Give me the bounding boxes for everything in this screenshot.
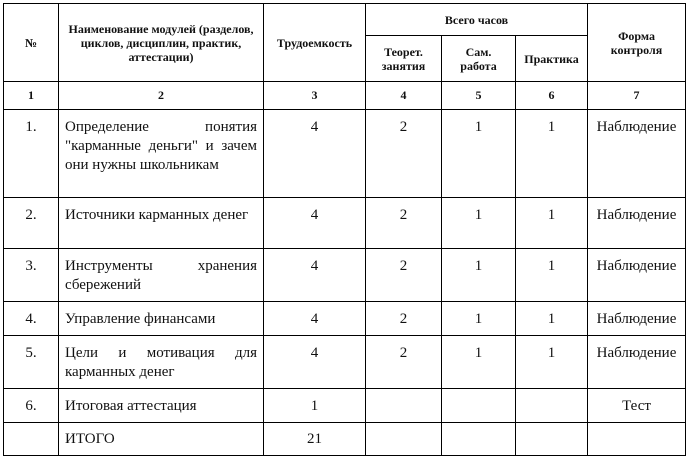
column-index: 1 [4, 82, 59, 110]
column-index: 2 [59, 82, 264, 110]
practice-value: 1 [516, 336, 588, 389]
column-index: 7 [588, 82, 686, 110]
practice-value: 1 [516, 198, 588, 249]
practice-value: 1 [516, 110, 588, 198]
control-form-value: Наблюдение [588, 249, 686, 302]
header-module-name: Наименование модулей (разделов, циклов, дисциплин, практик, аттестации) [59, 4, 264, 82]
self-work-value: 1 [442, 198, 516, 249]
header-total-hours: Всего часов [366, 4, 588, 36]
total-practice [516, 423, 588, 456]
total-row [4, 423, 686, 456]
module-name: Источники карманных денег [59, 198, 264, 249]
theory-value: 2 [366, 198, 442, 249]
row-num: 6. [4, 389, 59, 423]
table-row [4, 249, 686, 302]
row-num: 1. [4, 110, 59, 198]
total-num [4, 423, 59, 456]
table-row [4, 110, 686, 198]
module-name: Инструменты хранения сбережений [59, 249, 264, 302]
total-self-work [442, 423, 516, 456]
column-index-row [4, 82, 686, 110]
theory-value: 2 [366, 110, 442, 198]
self-work-value: 1 [442, 110, 516, 198]
header-practice: Практика [516, 36, 588, 82]
row-num: 5. [4, 336, 59, 389]
module-name: Определение понятия "карманные деньги" и зачем они нужны школьникам [59, 110, 264, 198]
self-work-value: 1 [442, 302, 516, 336]
row-num: 3. [4, 249, 59, 302]
table-row [4, 389, 686, 423]
row-num: 2. [4, 198, 59, 249]
table-row [4, 198, 686, 249]
table-row [4, 336, 686, 389]
theory-value [366, 389, 442, 423]
control-form-value: Наблюдение [588, 336, 686, 389]
header-labor: Трудоемкость [264, 4, 366, 82]
header-num: № [4, 4, 59, 82]
column-index: 5 [442, 82, 516, 110]
curriculum-table [3, 3, 686, 456]
row-num: 4. [4, 302, 59, 336]
column-index: 6 [516, 82, 588, 110]
theory-value: 2 [366, 302, 442, 336]
header-control-form: Форма контроля [588, 4, 686, 82]
labor-value: 1 [264, 389, 366, 423]
column-index: 3 [264, 82, 366, 110]
practice-value: 1 [516, 302, 588, 336]
theory-value: 2 [366, 249, 442, 302]
header-self-work: Сам. работа [442, 36, 516, 82]
module-name: Управление финансами [59, 302, 264, 336]
control-form-value: Тест [588, 389, 686, 423]
labor-value: 4 [264, 336, 366, 389]
labor-value: 4 [264, 249, 366, 302]
control-form-value: Наблюдение [588, 302, 686, 336]
module-name: Итоговая аттестация [59, 389, 264, 423]
column-index: 4 [366, 82, 442, 110]
total-label: ИТОГО [59, 423, 264, 456]
table-row [4, 302, 686, 336]
practice-value [516, 389, 588, 423]
header-row [4, 4, 686, 36]
labor-value: 4 [264, 302, 366, 336]
self-work-value: 1 [442, 336, 516, 389]
self-work-value [442, 389, 516, 423]
total-labor: 21 [264, 423, 366, 456]
theory-value: 2 [366, 336, 442, 389]
header-theory: Теорет. занятия [366, 36, 442, 82]
control-form-value: Наблюдение [588, 110, 686, 198]
labor-value: 4 [264, 110, 366, 198]
control-form-value: Наблюдение [588, 198, 686, 249]
self-work-value: 1 [442, 249, 516, 302]
total-control-form [588, 423, 686, 456]
total-theory [366, 423, 442, 456]
labor-value: 4 [264, 198, 366, 249]
module-name: Цели и мотивация для карманных денег [59, 336, 264, 389]
practice-value: 1 [516, 249, 588, 302]
